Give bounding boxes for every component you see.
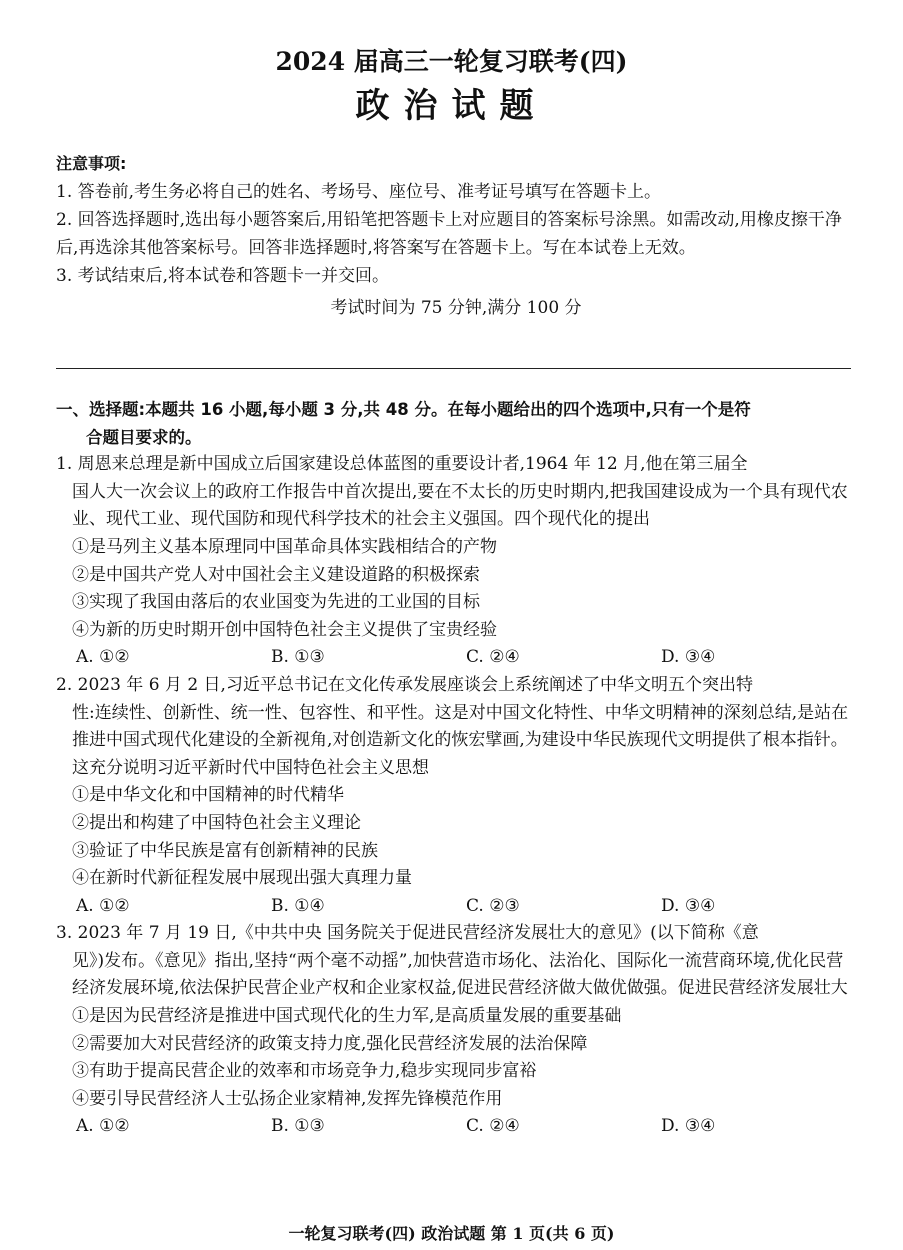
section-heading-line: 一、选择题:本题共 16 小题,每小题 3 分,共 48 分。在每小题给出的四个选项中,只有一个是符 [56,400,751,419]
statement: ③有助于提高民营企业的效率和市场竞争力,稳步实现同步富裕 [72,1061,537,1082]
option-b: B. ①③ [271,1116,325,1137]
statement: ①是因为民营经济是推进中国式现代化的生力军,是高质量发展的重要基础 [72,1006,622,1027]
stem-first-line: 2. 2023 年 6 月 2 日,习近平总书记在文化传承发展座谈会上系统阐述了中华文明五个突出特 [56,674,753,695]
answer-options [56,893,856,921]
notice-block [56,150,856,322]
stem-first-line: 3. 2023 年 7 月 19 日,《中共中央 国务院关于促进民营经济发展壮大的意见》(以下简称《意 [56,923,759,944]
section-heading-line: 合题目要求的。 [86,427,202,447]
answer-options [56,644,856,672]
stem-rest: 性:连续性、创新性、统一性、包容性、和平性。这是对中国文化特性、中华文明精神的深刻总结,是站在推进中国式现代化建设的全新视角,对创造新文化的恢宏擘画,为建设中华民族现代文明提供了根本指针。这充分说明习近平新时代中国特色社会主义思想 [72,702,849,778]
option-b: B. ①③ [271,647,325,668]
question-2 [56,672,856,920]
question-stem [56,672,856,782]
question-stem [56,920,856,1003]
option-b: B. ①④ [271,895,325,916]
option-c: C. ②④ [466,1116,520,1137]
notice-item: 2. 回答选择题时,选出每小题答案后,用铅笔把答题卡上对应题目的答案标号涂黑。如需改动,用橡皮擦干净后,再选涂其他答案标号。回答非选择题时,将答案写在答题卡上。写在本试卷上无效。 [56,210,842,258]
divider [56,368,851,369]
option-a: A. ①② [76,647,130,668]
answer-options [56,1113,856,1141]
statement: ②提出和构建了中国特色社会主义理论 [72,812,361,833]
statement: ③实现了我国由落后的农业国变为先进的工业国的目标 [72,592,480,613]
exam-title: 2024 届高三一轮复习联考(四) [275,47,628,76]
question-3 [56,920,856,1141]
stem-rest: 见》)发布。《意见》指出,坚持“两个毫不动摇”,加快营造市场化、法治化、国际化一流营商环境,优化民营经济发展环境,依法保护民营企业产权和企业家权益,促进民营经济做大做优做强。促进民营经济发展壮大 [72,950,848,999]
option-c: C. ②③ [466,895,520,916]
statement: ④在新时代新征程发展中展现出强大真理力量 [72,868,412,889]
section-heading [56,396,856,451]
statement: ②是中国共产党人对中国社会主义建设道路的积极探索 [72,564,480,585]
statement: ④为新的历史时期开创中国特色社会主义提供了宝贵经验 [72,619,497,640]
option-c: C. ②④ [466,647,520,668]
option-d: D. ③④ [661,1116,716,1137]
notice-heading: 注意事项: [56,154,127,173]
option-a: A. ①② [76,1116,130,1137]
stem-rest: 国人大一次会议上的政府工作报告中首次提出,要在不太长的历史时期内,把我国建设成为一个具有现代农业、现代工业、现代国防和现代科学技术的社会主义强国。四个现代化的提出 [72,481,848,530]
statement: ③验证了中华民族是富有创新精神的民族 [72,840,378,861]
question-stem [56,451,856,534]
question-1 [56,451,856,672]
stem-first-line: 1. 周恩来总理是新中国成立后国家建设总体蓝图的重要设计者,1964 年 12 月,他在第三届全 [56,454,748,475]
notice-item: 3. 考试结束后,将本试卷和答题卡一并交回。 [56,266,390,286]
notice-item: 1. 答卷前,考生务必将自己的姓名、考场号、座位号、准考证号填写在答题卡上。 [56,182,662,202]
option-a: A. ①② [76,895,130,916]
option-d: D. ③④ [661,895,716,916]
statement: ②需要加大对民营经济的政策支持力度,强化民营经济发展的法治保障 [72,1033,588,1054]
statement: ④要引导民营经济人士弘扬企业家精神,发挥先锋模范作用 [72,1088,503,1109]
option-d: D. ③④ [661,647,716,668]
subject-title: 政治试题 [355,86,548,126]
exam-info: 考试时间为 75 分钟,满分 100 分 [330,298,582,318]
statement: ①是中华文化和中国精神的时代精华 [72,785,344,806]
statement: ①是马列主义基本原理同中国革命具体实践相结合的产物 [72,536,497,557]
question-section [56,396,856,1141]
page-footer: 一轮复习联考(四) 政治试题 第 1 页(共 6 页) [288,1224,615,1243]
